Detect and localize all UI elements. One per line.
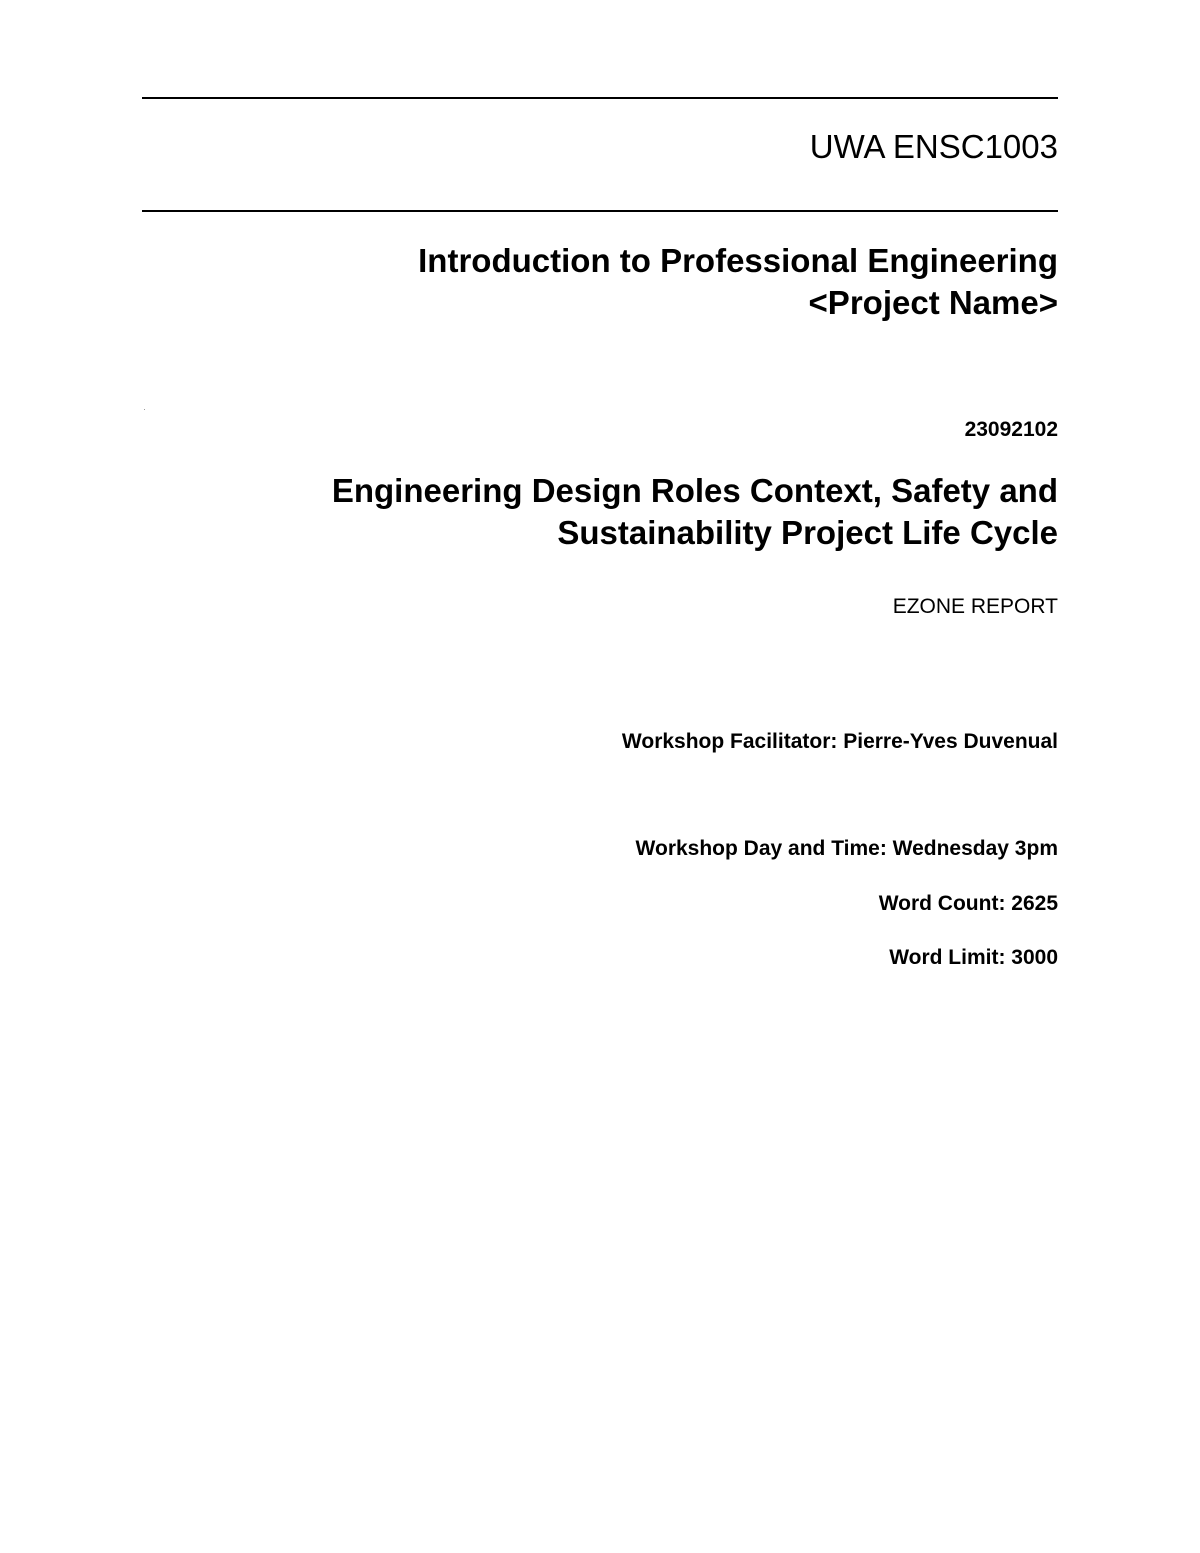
report-type: EZONE REPORT <box>892 595 1058 618</box>
project-name: <Project Name> <box>808 284 1058 321</box>
student-id: 23092102 <box>964 418 1058 441</box>
course-code: UWA ENSC1003 <box>809 128 1058 165</box>
report-title <box>332 470 1058 554</box>
word-limit: Word Limit: 3000 <box>889 946 1058 969</box>
course-title <box>418 240 1058 324</box>
report-title-line2: Sustainability Project Life Cycle <box>557 514 1058 551</box>
workshop-facilitator: Workshop Facilitator: Pierre-Yves Duvenual <box>621 730 1058 753</box>
stray-mark <box>144 409 145 410</box>
word-count: Word Count: 2625 <box>878 892 1058 915</box>
middle-divider <box>142 210 1058 212</box>
course-title-line1: Introduction to Professional Engineering <box>418 242 1058 279</box>
report-title-line1: Engineering Design Roles Context, Safety and <box>331 472 1058 509</box>
top-divider <box>142 97 1058 99</box>
workshop-day-time: Workshop Day and Time: Wednesday 3pm <box>635 837 1058 860</box>
